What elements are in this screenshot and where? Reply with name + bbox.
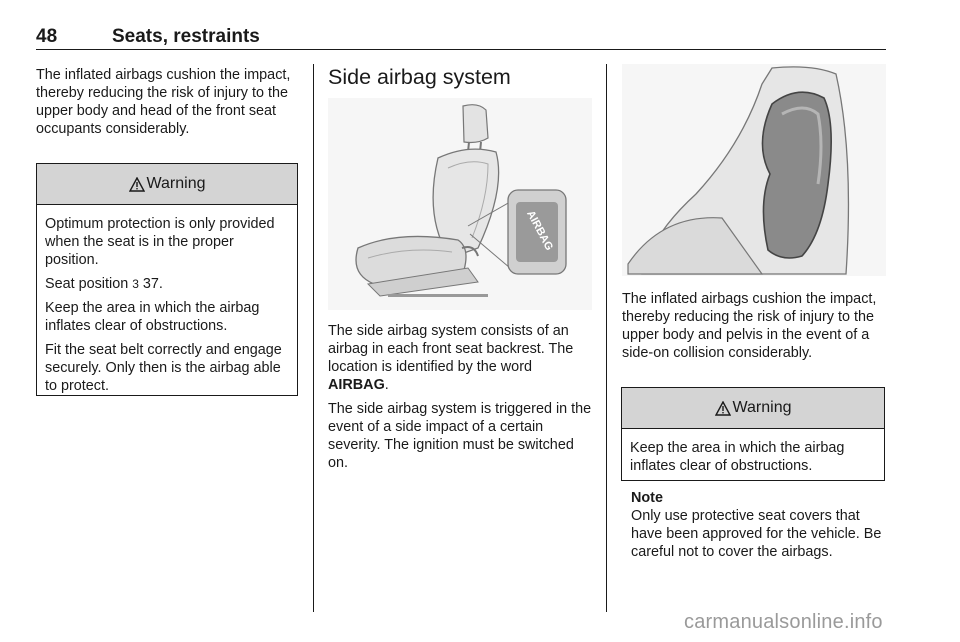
note-label: Note (631, 490, 663, 506)
page-number: 48 (36, 26, 58, 47)
col1-intro (36, 66, 298, 144)
warning-p2 (45, 275, 289, 293)
warning-p4: Fit the seat belt correctly and engage securely. Only then is the airbag able to protect. (45, 342, 282, 394)
airbag-label-text: AIRBAG (524, 208, 556, 253)
header-rule (36, 49, 886, 50)
col2-p1-text-a: The side airbag system consists of an airbag in each front seat backrest. The location is identified by the word (328, 323, 574, 375)
warning-header (37, 164, 297, 205)
warning-p1: Optimum protection is only provided when the seat is in the proper position. (45, 216, 275, 268)
section-title: Seats, restraints (112, 26, 260, 47)
watermark: carmanualsonline.info (684, 611, 883, 633)
note-text: Only use protective seat covers that have been approved for the vehicle. Be careful not to cover the airbags. (631, 508, 882, 560)
warning-header (622, 388, 884, 429)
side-airbag-heading: Side airbag system (328, 65, 511, 89)
warning-p3: Keep the area in which the airbag inflates clear of obstructions. (45, 300, 260, 334)
col1-intro-paragraph: The inflated airbags cushion the impact, thereby reducing the risk of injury to the upper body and head of the front seat occupants considerably. (36, 67, 291, 137)
col2-p1-text-b: . (384, 377, 389, 393)
warning-box-obstructions (621, 387, 885, 481)
col2-p2: The side airbag system is triggered in the event of a side impact of a certain severity. The ignition must be switched on. (328, 401, 592, 471)
warning-p1: Keep the area in which the airbag inflates clear of obstructions. (630, 440, 845, 474)
warning-title: Warning (146, 175, 206, 192)
column-divider-1 (313, 64, 314, 612)
seat-airbag-label-illustration (328, 98, 592, 310)
page-reference-number: 37. (138, 276, 163, 292)
inflated-side-airbag-illustration (622, 64, 886, 276)
warning-body (622, 429, 884, 489)
warning-box-seat-position (36, 163, 298, 396)
warning-p2-text: Seat position (45, 276, 133, 292)
column-divider-2 (606, 64, 607, 612)
arrow-reference-icon: 3 (132, 277, 139, 291)
col2-text (328, 322, 592, 478)
col2-p1 (328, 322, 592, 394)
warning-title: Warning (732, 399, 792, 416)
warning-body (37, 205, 297, 409)
note-block (631, 489, 887, 561)
col3-p1: The inflated airbags cushion the impact, thereby reducing the risk of injury to the upper body and pelvis in the event of a side-on collision considerably. (622, 291, 877, 361)
airbag-word: AIRBAG (328, 377, 385, 393)
page-reference-link[interactable] (132, 276, 163, 292)
warning-triangle-icon (715, 401, 731, 416)
col3-text (622, 290, 886, 368)
warning-triangle-icon (129, 177, 145, 192)
